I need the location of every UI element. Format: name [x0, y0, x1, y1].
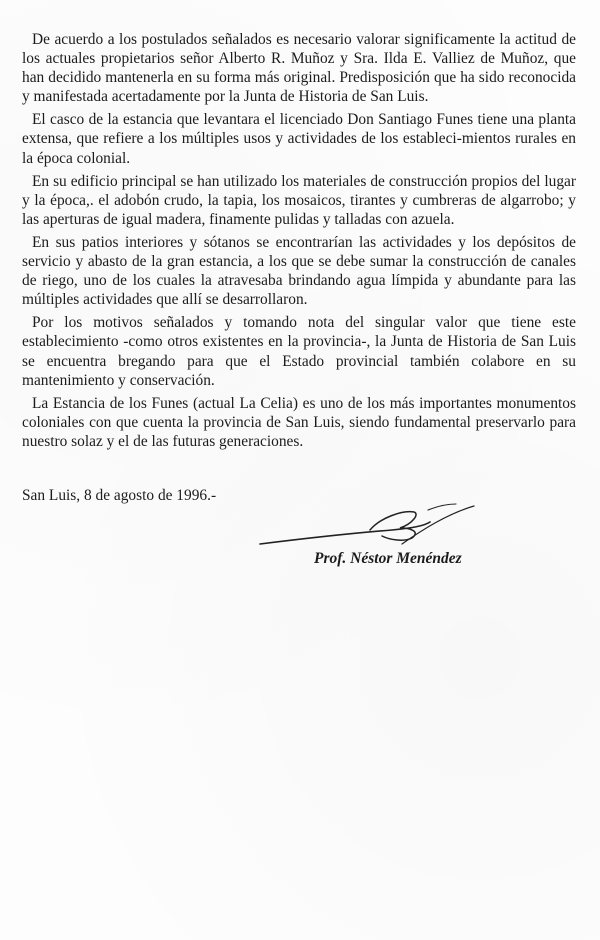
paragraph-conclusion: La Estancia de los Funes (actual La Celia) es uno de los más importantes monumentos coloniales con que cuenta la provincia de San Luis, siendo fundamental preservarlo para nuestro solaz y el de las futuras generaciones.	[22, 394, 576, 450]
signer-name: Prof. Néstor Menéndez	[314, 550, 462, 567]
paragraph-motives: Por los motivos señalados y tomando nota del singular valor que tiene este establecimiento -como otros existentes en la provincia-, la Junta de Historia de San Luis se encuentra bregando para que el Estado provincial también colabore en su mantenimiento y conservación.	[22, 314, 576, 389]
paragraph-owners: De acuerdo a los postulados señalados es necesario valorar significamente la actitud de los actuales propietarios señor Alberto R. Muñoz y Sra. Ilda E. Valliez de Muñoz, que han decidido mantenerla en su forma más original. Predisposición que ha sido reconocida y manifestada acertadamente por la Junta de Historia de San Luis.	[22, 31, 576, 106]
paragraph-patios: En sus patios interiores y sótanos se encontrarían las actividades y los depósitos de servicio y abasto de la gran estancia, a los que se debe sumar la construcción de canales de riego, uno de los cuales la atravesaba brindando agua límpida y abundante para las múltiples actividades que allí se desarrollaron.	[22, 233, 576, 309]
paragraph-materials: En su edificio principal se han utilizado los materiales de construcción propios del lugar y la época,. el adobón crudo, la tapia, los mosaicos, tirantes y cumbreras de algarrobo; y las aperturas de igual madera, finamente pulidas y talladas con azuela.	[22, 172, 576, 228]
date-line: San Luis, 8 de agosto de 1996.-	[22, 487, 217, 504]
paragraph-estate-layout: El casco de la estancia que levantara el licenciado Don Santiago Funes tiene una planta extensa, que refiere a los múltiples usos y actividades de los estableci-mientos rurales en la época colonial.	[22, 111, 576, 167]
body-text	[22, 30, 576, 455]
signature-block	[252, 500, 522, 580]
